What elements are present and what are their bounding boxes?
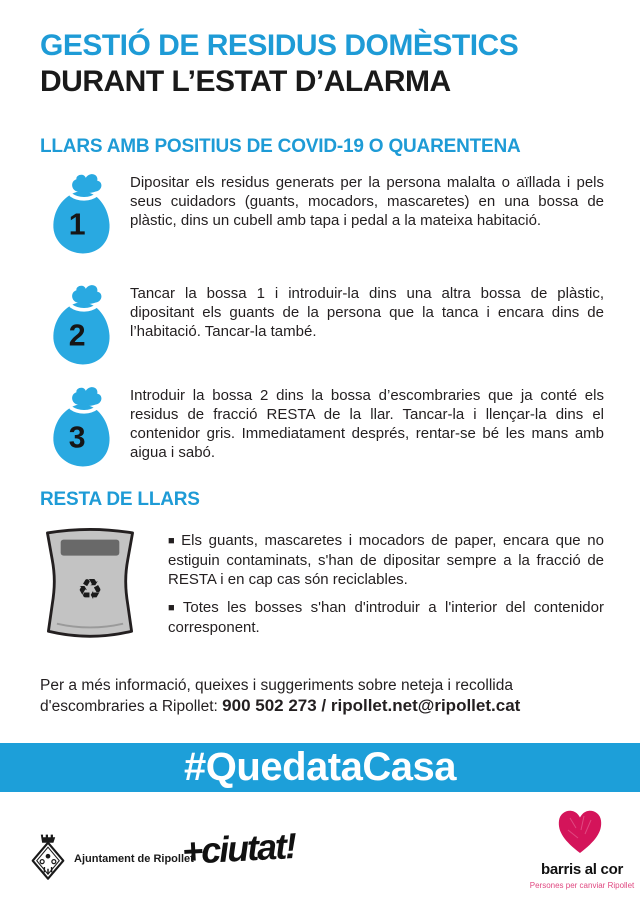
bullet-item <box>168 531 604 589</box>
bullet-square-icon: ■ <box>168 602 179 614</box>
section-heading-resta: RESTA DE LLARS <box>40 489 200 510</box>
step-number: 3 <box>68 421 86 455</box>
step-1 <box>44 170 604 267</box>
section-heading-covid: LLARS AMB POSITIUS DE COVID-19 O QUARENTENA <box>40 136 521 157</box>
step-number: 2 <box>68 319 86 353</box>
contact-separator: / <box>316 696 331 715</box>
trash-bag-1-icon <box>44 170 122 267</box>
bullet-item <box>168 598 604 637</box>
bullet-1-text: Els guants, mascaretes i mocadors de paper, encara que no estiguin contaminats, s'han de dipositar sempre a la fracció de RESTA i en cap cas són reciclables. <box>168 532 604 588</box>
recycle-icon: ♻ <box>77 574 103 607</box>
bullet-2-text: Totes les bosses s'han d'introduir a l'interior del contenidor corresponent. <box>168 599 604 636</box>
resta-section <box>38 522 604 651</box>
step-2 <box>44 281 604 378</box>
contact-email: ripollet.net@ripollet.cat <box>330 696 521 715</box>
ajuntament-label: Ajuntament de Ripollet <box>74 853 194 865</box>
title-line-2: DURANT L’ESTAT D’ALARMA <box>40 65 451 98</box>
barris-al-cor-subtitle: Persones per canviar Ripollet <box>529 881 635 890</box>
contact-info <box>40 676 602 717</box>
page-title <box>40 28 610 100</box>
hashtag-banner: #QuedataCasa <box>0 743 640 792</box>
step-3 <box>44 383 604 480</box>
step-1-text: Dipositar els residus generats per la persona malalta o aïllada i pels seus cuidadors (guants, mocadors, mascaretes) en una bossa de plàstic, dins un cubell amb tapa i pedal a la mateixa habitació. <box>130 174 604 229</box>
barris-al-cor-label: barris al cor <box>541 861 623 878</box>
title-line-1: GESTIÓ DE RESIDUS DOMÈSTICS <box>40 29 519 62</box>
contact-phone: 900 502 273 <box>222 696 317 715</box>
heart-icon <box>556 806 604 863</box>
step-3-text: Introduir la bossa 2 dins la bossa d’escombraries que ja conté els residus de fracció RESTA de la llar. Tancar-la i llençar-la dins el contenidor gris. Immediatament després, rentar-se bé les mans amb aigua i sabó. <box>130 387 604 461</box>
contact-intro: Per a més informació, queixes i suggeriments sobre neteja i recollida d'escombraries a Ripollet: <box>40 677 513 715</box>
trash-bag-2-icon <box>44 281 122 378</box>
waste-container-icon <box>38 522 144 651</box>
ciutat-logo: +ciutat! <box>180 825 297 872</box>
bullet-square-icon: ■ <box>168 535 178 547</box>
resta-bullets <box>168 522 604 646</box>
step-number: 1 <box>68 208 86 242</box>
ajuntament-crest-icon <box>30 829 66 892</box>
step-2-text: Tancar la bossa 1 i introduir-la dins una altra bossa de plàstic, dipositant els guants de la persona que la tanca i encara dins de l’habitació. Tancar-la també. <box>130 285 604 340</box>
trash-bag-3-icon <box>44 383 122 480</box>
